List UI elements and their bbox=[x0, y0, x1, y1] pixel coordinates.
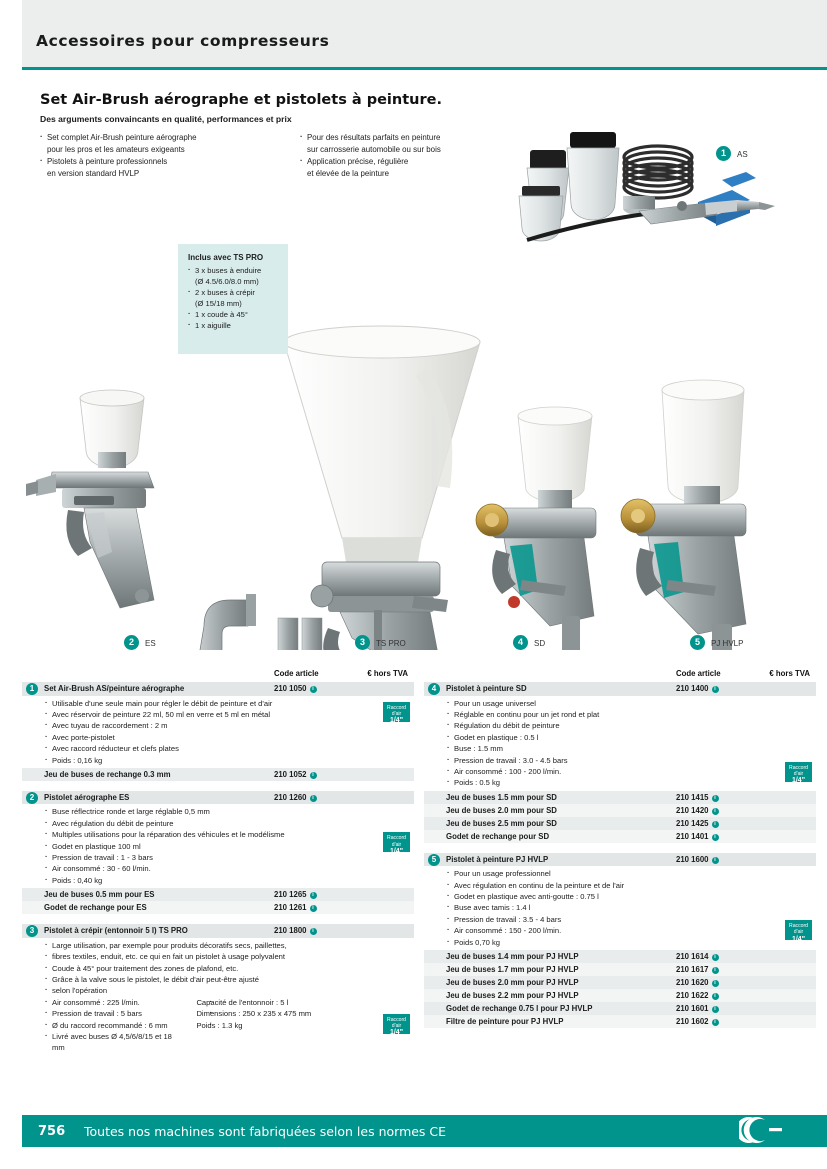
product-illustrations bbox=[22, 110, 827, 650]
col-header-price: € hors TVA bbox=[367, 669, 408, 678]
product-bullet: · Avec tuyau de raccordement : 2 m bbox=[22, 720, 414, 731]
product-name: Pistolet aérographe ES bbox=[44, 792, 130, 802]
accessory-code: 210 1401 i bbox=[676, 830, 719, 843]
inclus-callout-box bbox=[178, 244, 288, 354]
product-name: Pistolet à peinture PJ HVLP bbox=[446, 854, 549, 864]
accessory-code: 210 1261 i bbox=[274, 901, 317, 914]
info-dot-icon[interactable]: i bbox=[712, 1006, 719, 1013]
product-bullet: · Pour un usage professionnel bbox=[424, 868, 816, 879]
product-bullet: · Poids : 0.5 kg bbox=[424, 777, 816, 788]
accessory-name: Jeu de buses 1.5 mm pour SD bbox=[446, 792, 557, 802]
raccord-label: Raccord d'air bbox=[387, 704, 406, 717]
callout-badge-4: 4 bbox=[513, 635, 528, 650]
header-left-margin bbox=[0, 0, 22, 67]
intro-bullet-text: Application précise, régulière bbox=[307, 156, 409, 166]
product-bullets-3 bbox=[22, 938, 414, 1056]
accessory-name: Jeu de buses de rechange 0.3 mm bbox=[44, 769, 171, 779]
accessory-name: Jeu de buses 1.7 mm pour PJ HVLP bbox=[446, 965, 579, 975]
intro-bullet-cont: en version standard HVLP bbox=[47, 169, 140, 179]
product-bullets-two-col bbox=[22, 997, 414, 1054]
product-bullet: · Coude à 45° pour traitement des zones de plafond, etc. bbox=[22, 963, 414, 974]
raccord-label: Raccord d'air bbox=[789, 923, 808, 936]
callout-badge-5: 5 bbox=[690, 635, 705, 650]
product-bullets-5 bbox=[424, 866, 816, 950]
product-bullet: · Multiples utilisations pour la réparation des véhicules et le modélisme bbox=[22, 829, 414, 840]
photo-gun-pjhvlp bbox=[621, 380, 746, 650]
accessory-row[interactable] bbox=[424, 989, 816, 1002]
accessory-code: 210 1425 i bbox=[676, 817, 719, 830]
photo-gun-es bbox=[26, 390, 154, 608]
product-bullet: · Grâce à la valve sous le pistolet, le débit d'air peut-être ajusté bbox=[22, 974, 414, 985]
footer-text: Toutes nos machines sont fabriquées selon les normes CE bbox=[84, 1124, 447, 1139]
info-dot-icon[interactable]: i bbox=[712, 857, 719, 864]
accessory-row[interactable] bbox=[424, 1015, 816, 1028]
accessory-row[interactable] bbox=[22, 888, 414, 901]
product-code: 210 1050 i bbox=[274, 682, 317, 696]
inclus-item: · 1 x aiguille bbox=[188, 320, 280, 331]
callout-badge-2: 2 bbox=[124, 635, 139, 650]
info-dot-icon[interactable]: i bbox=[712, 808, 719, 815]
product-bullet: · Air consommé : 150 - 200 l/min. bbox=[424, 925, 816, 936]
raccord-size: 1/4" bbox=[791, 776, 806, 784]
section-subtitle: Des arguments convaincants en qualité, performances et prix bbox=[40, 114, 292, 124]
product-table-left bbox=[22, 668, 414, 1056]
info-dot-icon[interactable]: i bbox=[712, 954, 719, 961]
inclus-item: · 2 x buses à crépir bbox=[188, 287, 280, 298]
accessory-code: 210 1617 i bbox=[676, 963, 719, 976]
accessory-code: 210 1052 i bbox=[274, 768, 317, 781]
info-dot-icon[interactable]: i bbox=[712, 1019, 719, 1026]
accessory-name: Jeu de buses 2.5 mm pour SD bbox=[446, 818, 557, 828]
product-row-1[interactable] bbox=[22, 682, 414, 696]
callout-badge-3: 3 bbox=[355, 635, 370, 650]
product-row-5[interactable] bbox=[424, 853, 816, 867]
product-bullet: · Poids : 0,40 kg bbox=[22, 875, 414, 886]
product-bullet-cont: · fibres textiles, enduit, etc. ce qui en fait un pistolet à usage polyvalent bbox=[22, 951, 414, 962]
product-code: 210 1400 i bbox=[676, 682, 719, 696]
product-bullet: · Godet en plastique : 0.5 l bbox=[424, 732, 816, 743]
info-dot-icon[interactable]: i bbox=[712, 686, 719, 693]
page-title: Accessoires pour compresseurs bbox=[36, 32, 330, 50]
raccord-air-badge-1 bbox=[383, 702, 410, 722]
accessory-row[interactable] bbox=[424, 950, 816, 963]
product-bullet: · Régulation du débit de peinture bbox=[424, 720, 816, 731]
product-name: Pistolet à peinture SD bbox=[446, 684, 527, 693]
section-title: Set Air-Brush aérographe et pistolets à peinture. bbox=[40, 92, 442, 108]
product-bullet: · Capacité de l'entonnoir : 5 l bbox=[186, 997, 336, 1008]
intro-bullet-cont: sur carrosserie automobile ou sur bois bbox=[307, 145, 441, 155]
accessory-code: 210 1265 i bbox=[274, 888, 317, 901]
photo-gun-tspro bbox=[284, 326, 480, 650]
col-header-price: € hors TVA bbox=[769, 669, 810, 678]
raccord-size: 1/4" bbox=[389, 847, 404, 855]
product-bullet: · Buse réflectrice ronde et large réglable 0,5 mm bbox=[22, 806, 414, 817]
product-bullet: · Godet en plastique avec anti-goutte : 0.75 l bbox=[424, 891, 816, 902]
info-dot-icon[interactable]: i bbox=[712, 967, 719, 974]
accessory-name: Godet de rechange pour ES bbox=[44, 903, 147, 913]
ce-mark-icon bbox=[739, 1117, 787, 1143]
product-bullet: · Poids : 1.3 kg bbox=[186, 1020, 336, 1031]
intro-bullet-text: Pour des résultats parfaits en peinture bbox=[307, 133, 441, 142]
product-bullet: · Pression de travail : 1 - 3 bars bbox=[22, 852, 414, 863]
info-dot-icon[interactable]: i bbox=[310, 905, 317, 912]
callout-label-2: ES bbox=[145, 639, 156, 648]
accessory-code: 210 1614 i bbox=[676, 950, 719, 963]
row-number-badge: 2 bbox=[26, 792, 38, 804]
accessory-code: 210 1602 i bbox=[676, 1015, 719, 1028]
product-bullets-4 bbox=[424, 696, 816, 791]
product-bullet: · Air consommé : 225 l/min. bbox=[22, 997, 182, 1008]
accessory-code: 210 1601 i bbox=[676, 1002, 719, 1015]
callout-label-1: AS bbox=[737, 150, 748, 159]
accessory-code: 210 1620 i bbox=[676, 976, 719, 989]
product-bullet: · Réglable en continu pour un jet rond et plat bbox=[424, 709, 816, 720]
accessory-code: 210 1622 i bbox=[676, 989, 719, 1002]
product-row-4[interactable] bbox=[424, 682, 816, 696]
raccord-size: 1/4" bbox=[791, 935, 806, 943]
raccord-air-badge-4 bbox=[785, 762, 812, 782]
product-name: Pistolet à crépir (entonnoir 5 l) TS PRO bbox=[44, 926, 188, 936]
row-number-badge: 3 bbox=[26, 925, 38, 937]
accessory-row[interactable] bbox=[22, 901, 414, 914]
product-code: 210 1600 i bbox=[676, 853, 719, 867]
intro-bullet-text: Pistolets à peinture professionnels bbox=[47, 156, 168, 166]
intro-bullet-cont: et élevée de la peinture bbox=[307, 169, 390, 179]
product-code: 210 1800 i bbox=[274, 924, 317, 938]
product-bullet: · Dimensions : 250 x 235 x 475 mm bbox=[186, 1008, 336, 1019]
info-dot-icon[interactable]: i bbox=[712, 795, 719, 802]
accessory-name: Jeu de buses 1.4 mm pour PJ HVLP bbox=[446, 952, 579, 962]
product-row-2[interactable] bbox=[22, 791, 414, 805]
raccord-label: Raccord d'air bbox=[387, 835, 406, 848]
page-number: 756 bbox=[38, 1124, 66, 1139]
product-bullet: · Poids 0,70 kg bbox=[424, 937, 816, 948]
photo-set-as bbox=[519, 132, 775, 241]
raccord-air-badge-5 bbox=[785, 920, 812, 943]
inclus-item-sub: (Ø 4.5/6.0/8.0 mm) bbox=[195, 277, 259, 286]
info-dot-icon[interactable]: i bbox=[310, 795, 317, 802]
product-bullet: · Godet en plastique 100 ml bbox=[22, 841, 414, 852]
product-bullet: · Pression de travail : 3.5 - 4 bars bbox=[424, 914, 816, 925]
intro-bullet-text: Set complet Air-Brush peinture aérographe bbox=[47, 133, 197, 142]
photo-gun-sd bbox=[476, 407, 596, 650]
accessory-row[interactable] bbox=[424, 1002, 816, 1015]
table-header-left bbox=[22, 668, 414, 682]
info-dot-icon[interactable]: i bbox=[712, 980, 719, 987]
row-number-badge: 1 bbox=[26, 683, 38, 695]
callout-label-5: PJ HVLP bbox=[711, 639, 744, 648]
product-bullets-1 bbox=[22, 696, 414, 768]
product-bullet: · Livré avec buses Ø 4,5/6/8/15 et 18 mm bbox=[22, 1031, 182, 1054]
product-bullet: · Avec porte-pistolet bbox=[22, 732, 414, 743]
raccord-size: 1/4" bbox=[389, 716, 404, 724]
info-dot-icon[interactable]: i bbox=[310, 892, 317, 899]
accessory-row[interactable] bbox=[424, 804, 816, 817]
product-bullet: · Poids : 0,16 kg bbox=[22, 755, 414, 766]
page-footer bbox=[0, 1115, 827, 1169]
accessory-code: 210 1420 i bbox=[676, 804, 719, 817]
accessory-row[interactable] bbox=[424, 976, 816, 989]
raccord-label: Raccord d'air bbox=[387, 1016, 406, 1029]
product-bullet-cont: · selon l'opération bbox=[22, 985, 414, 996]
table-header-right bbox=[424, 668, 816, 682]
product-name: Set Air-Brush AS/peinture aérographe bbox=[44, 684, 185, 693]
accessory-name: Jeu de buses 2.2 mm pour PJ HVLP bbox=[446, 991, 579, 1001]
info-dot-icon[interactable]: i bbox=[310, 928, 317, 935]
product-bullet: · Buse avec tamis : 1.4 l bbox=[424, 902, 816, 913]
product-bullet: · Pression de travail : 3.0 - 4.5 bars bbox=[424, 755, 816, 766]
accessory-name: Godet de rechange pour SD bbox=[446, 831, 550, 841]
info-dot-icon[interactable]: i bbox=[712, 834, 719, 841]
accessory-name: Jeu de buses 2.0 mm pour PJ HVLP bbox=[446, 978, 579, 988]
info-dot-icon[interactable]: i bbox=[712, 821, 719, 828]
accessory-row[interactable] bbox=[424, 817, 816, 830]
accessory-row[interactable] bbox=[22, 768, 414, 781]
product-bullet: · Avec régulation en continu de la peinture et de l'air bbox=[424, 880, 816, 891]
product-bullet: · Air consommé : 100 - 200 l/min. bbox=[424, 766, 816, 777]
inclus-item-sub: (Ø 15/18 mm) bbox=[195, 299, 242, 308]
accessory-row[interactable] bbox=[424, 830, 816, 843]
product-bullet: · Buse : 1.5 mm bbox=[424, 743, 816, 754]
callout-label-3: TS PRO bbox=[376, 639, 406, 648]
raccord-size: 1/4" bbox=[389, 1029, 404, 1037]
bullets-col-right bbox=[186, 997, 336, 1031]
inclus-title: Inclus avec TS PRO bbox=[188, 253, 264, 262]
product-table-right bbox=[424, 668, 816, 1028]
accessory-name: Jeu de buses 0.5 mm pour ES bbox=[44, 890, 155, 900]
raccord-air-badge-2 bbox=[383, 832, 410, 855]
product-bullet: · Avec régulation du débit de peinture bbox=[22, 818, 414, 829]
product-bullet: · Large utilisation, par exemple pour produits décoratifs secs, paillettes, bbox=[22, 940, 414, 951]
accessory-row[interactable] bbox=[424, 963, 816, 976]
product-bullet: · Avec raccord réducteur et clefs plates bbox=[22, 743, 414, 754]
accessory-name: Filtre de peinture pour PJ HVLP bbox=[446, 1017, 564, 1027]
col-header-code: Code article bbox=[676, 669, 721, 678]
product-bullet: · Pour un usage universel bbox=[424, 698, 816, 709]
info-dot-icon[interactable]: i bbox=[310, 686, 317, 693]
accessory-name: Jeu de buses 2.0 mm pour SD bbox=[446, 805, 557, 815]
product-bullet: · Utilisable d'une seule main pour régler le débit de peinture et d'air bbox=[22, 698, 414, 709]
col-header-code: Code article bbox=[274, 669, 319, 678]
product-row-3[interactable] bbox=[22, 924, 414, 938]
row-number-badge: 5 bbox=[428, 854, 440, 866]
info-dot-icon[interactable]: i bbox=[310, 772, 317, 779]
accessory-row[interactable] bbox=[424, 791, 816, 804]
raccord-label: Raccord d'air bbox=[789, 764, 808, 777]
callout-badge-1: 1 bbox=[716, 146, 731, 161]
product-code: 210 1260 i bbox=[274, 791, 317, 805]
callout-label-4: SD bbox=[534, 639, 546, 648]
row-number-badge: 4 bbox=[428, 683, 440, 695]
product-bullet: · Pression de travail : 5 bars bbox=[22, 1008, 182, 1019]
inclus-item: · 1 x coude à 45° bbox=[188, 309, 280, 320]
product-bullets-2 bbox=[22, 804, 414, 888]
inclus-item: · 3 x buses à enduire bbox=[188, 265, 280, 276]
accessory-name: Godet de rechange 0.75 l pour PJ HVLP bbox=[446, 1004, 593, 1014]
bullets-col-left bbox=[22, 997, 182, 1054]
product-bullet: · Air consommé : 30 - 60 l/min. bbox=[22, 863, 414, 874]
product-bullet: · Ø du raccord recommandé : 6 mm bbox=[22, 1020, 182, 1031]
raccord-air-badge-3 bbox=[383, 1014, 410, 1037]
product-bullet: · Avec réservoir de peinture 22 ml, 50 ml en verre et 5 ml en métal bbox=[22, 709, 414, 720]
info-dot-icon[interactable]: i bbox=[712, 993, 719, 1000]
header-accent-rule bbox=[22, 67, 827, 70]
accessory-code: 210 1415 i bbox=[676, 791, 719, 804]
intro-bullet-cont: pour les pros et les amateurs exigeants bbox=[47, 145, 185, 155]
product-photos bbox=[22, 110, 827, 650]
